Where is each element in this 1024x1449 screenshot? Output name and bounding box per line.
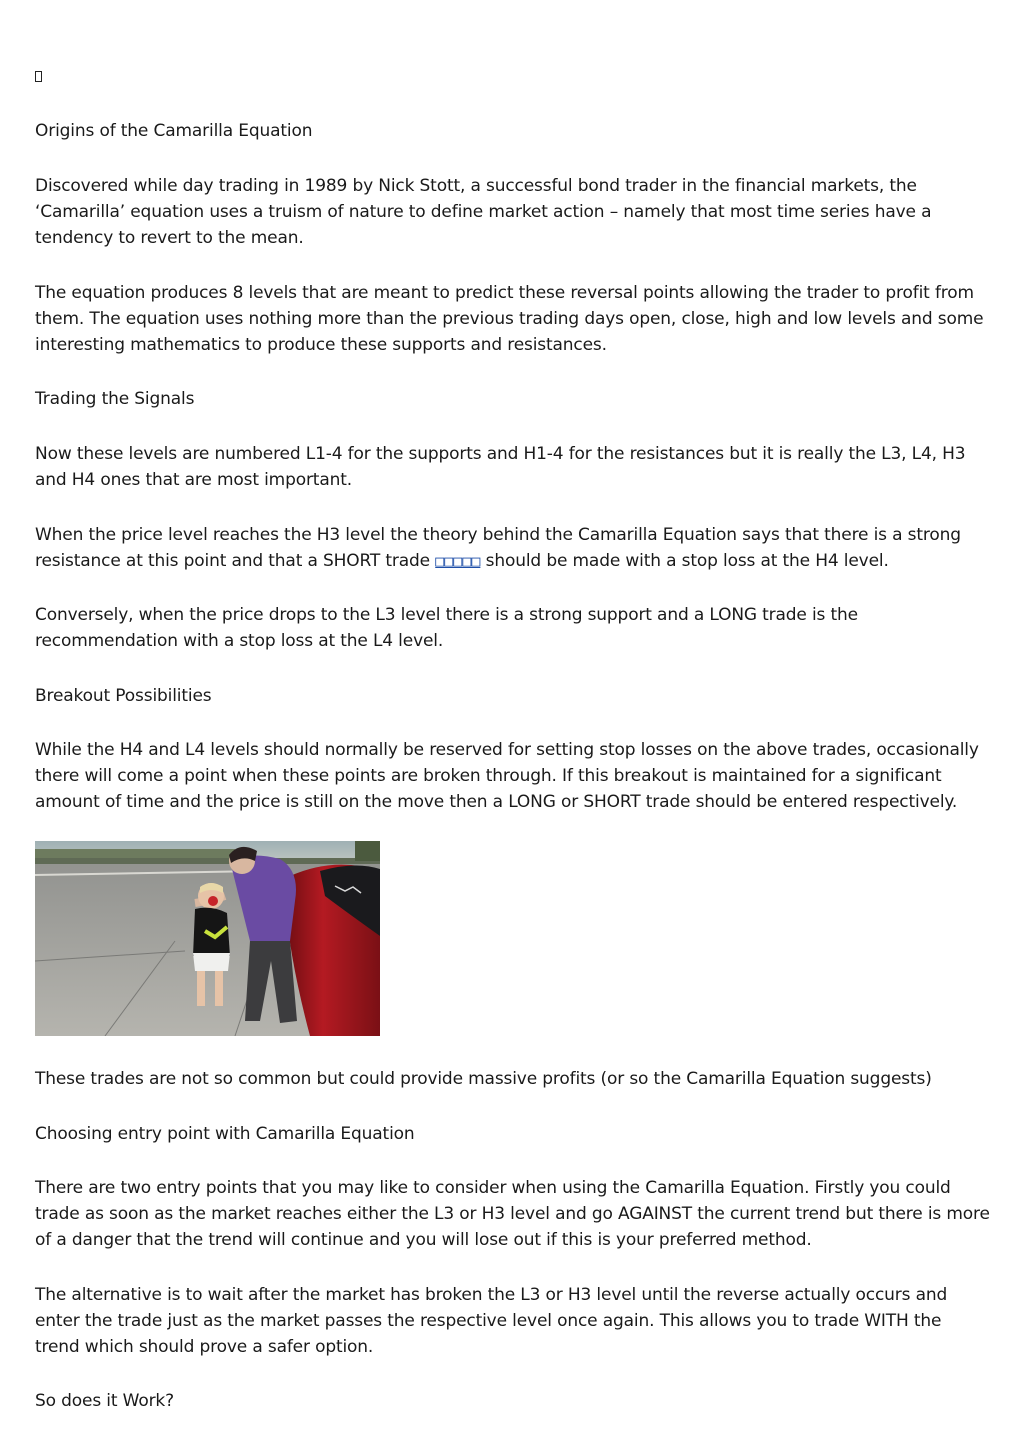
heading-trading-signals: Trading the Signals <box>35 389 195 409</box>
missing-glyph <box>35 64 990 90</box>
paragraph-breakout: While the H4 and L4 levels should normally be reserved for setting stop losses on the above trades, occasionally there will come a point when these points are broken through. If this breakout is maintained for a significant amount of time and the price is still on the move then a LONG or SHORT trade should be entered respectively. <box>35 740 979 812</box>
paragraph-h3-text-after: should be made with a stop loss at the H4 level. <box>480 550 889 571</box>
heading-origins: Origins of the Camarilla Equation <box>35 121 313 141</box>
paragraph-numbered: Now these levels are numbered L1-4 for the supports and H1-4 for the resistances but it is really the L3, L4, H3 and H4 ones that are most important. <box>35 444 966 490</box>
paragraph-discovered: Discovered while day trading in 1989 by Nick Stott, a successful bond trader in the financial markets, the ‘Camarilla’ equation uses a truism of nature to define market action – namely that most time series have a tendency to revert to the mean. <box>35 176 932 248</box>
paragraph-alternative: The alternative is to wait after the market has broken the L3 or H3 level until the reverse actually occurs and enter the trade just as the market passes the respective level once again. This allows you to trade WITH the trend which should prove a safer option. <box>35 1285 948 1357</box>
paragraph-h3-text-before: When the price level reaches the H3 level the theory behind the Camarilla Equation says that there is a strong resistance at this point and that a SHORT trade <box>35 525 961 571</box>
paragraph-not-common: These trades are not so common but could provide massive profits (or so the Camarilla Equation suggests) <box>35 1069 932 1089</box>
inline-link[interactable]: □□□□□ <box>435 551 481 570</box>
paragraph-h3 <box>35 523 990 575</box>
paragraph-l3: Conversely, when the price drops to the L3 level there is a strong support and a LONG trade is the recommendation with a stop loss at the L4 level. <box>35 605 858 651</box>
heading-does-it-work: So does it Work? <box>35 1391 174 1411</box>
missing-glyph-icon <box>35 71 42 82</box>
paragraph-levels: The equation produces 8 levels that are meant to predict these reversal points allowing the trader to profit from them. The equation uses nothing more than the previous trading days open, close, high and low levels and some interesting mathematics to produce these supports and resistances. <box>35 283 984 355</box>
paragraph-two-entry: There are two entry points that you may like to consider when using the Camarilla Equation. Firstly you could trade as soon as the market reaches either the L3 or H3 level and go AGAINST the current trend but there is more of a danger that the trend will continue and you will lose out if this is your preferred method. <box>35 1178 990 1250</box>
heading-breakout: Breakout Possibilities <box>35 686 212 706</box>
article-photo <box>35 841 380 1036</box>
heading-entry-point: Choosing entry point with Camarilla Equation <box>35 1124 415 1144</box>
photo-illustration <box>35 841 380 1036</box>
